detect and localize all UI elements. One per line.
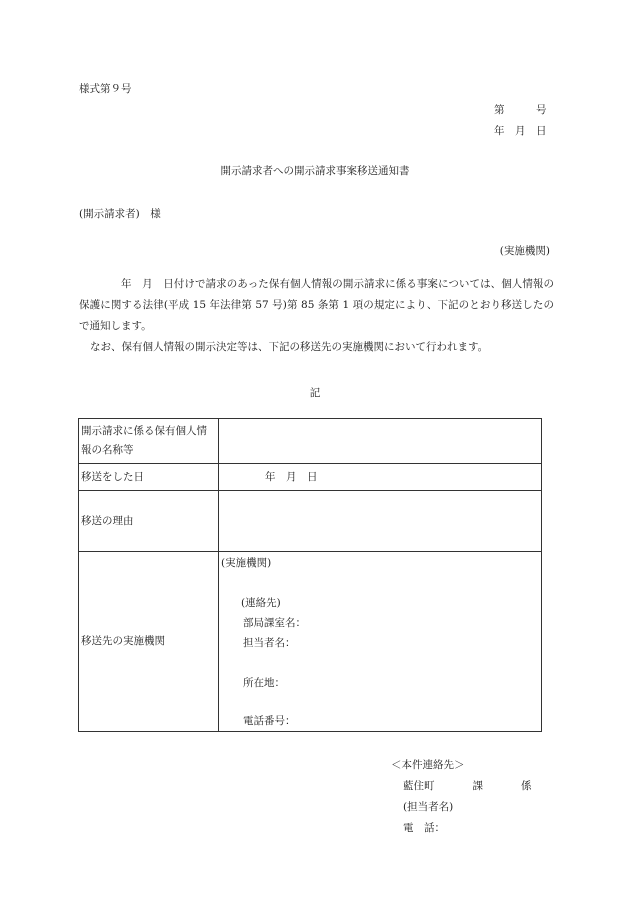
info-name-label: 開示請求に係る保有個人情報の名称等 (79, 419, 219, 464)
table-row (79, 464, 542, 491)
body-text (79, 274, 554, 358)
document-title: 開示請求者への開示請求事案移送通知書 (220, 165, 410, 177)
transfer-destination-label: 移送先の実施機関 (79, 552, 219, 732)
transfer-date-label: 移送をした日 (79, 464, 219, 491)
destination-address: 所在地： (243, 677, 285, 689)
destination-department: 部局課室名： (243, 617, 306, 629)
body-paragraph-2: なお、保有個人情報の開示決定等は、下記の移送先の実施機関において行われます。 (90, 341, 489, 353)
destination-phone: 電話番号： (243, 715, 296, 727)
destination-contact: (連絡先) (241, 597, 281, 609)
transfer-destination-details (219, 552, 542, 732)
destination-person: 担当者名： (243, 637, 296, 649)
implementing-agency: (実施機関) (499, 245, 550, 257)
table-row (79, 419, 542, 464)
transfer-table (78, 418, 542, 732)
info-name-value (219, 419, 542, 464)
document-date: 年 月 日 (494, 125, 547, 137)
recipient: (開示請求者) 様 (79, 208, 161, 220)
contact-info (391, 755, 532, 839)
transfer-date-value: 年 月 日 (219, 464, 542, 491)
contact-section: 課 (472, 780, 483, 792)
contact-phone: 電 話： (403, 822, 445, 834)
form-number: 様式第９号 (79, 83, 132, 95)
body-paragraph-1: 年 月 日付けで請求のあった保有個人情報の開示請求に係る事案については、個人情報の保護に関する法律(平成 15 年法律第 57 号)第 85 条第 1 項の規定により、下記のとおり移送したので通知します。 (79, 278, 554, 332)
ki-heading: 記 (309, 387, 321, 399)
table-row (79, 491, 542, 552)
contact-unit: 係 (521, 780, 532, 792)
contact-header: ＜本件連絡先＞ (391, 759, 465, 771)
document-number: 第 号 (494, 104, 547, 116)
contact-person: (担当者名) (403, 801, 454, 813)
destination-agency: (実施機関) (221, 557, 272, 569)
transfer-reason-label: 移送の理由 (79, 491, 219, 552)
table-row (79, 552, 542, 732)
transfer-reason-value (219, 491, 542, 552)
contact-department (403, 776, 532, 797)
contact-town: 藍住町 (403, 780, 435, 792)
